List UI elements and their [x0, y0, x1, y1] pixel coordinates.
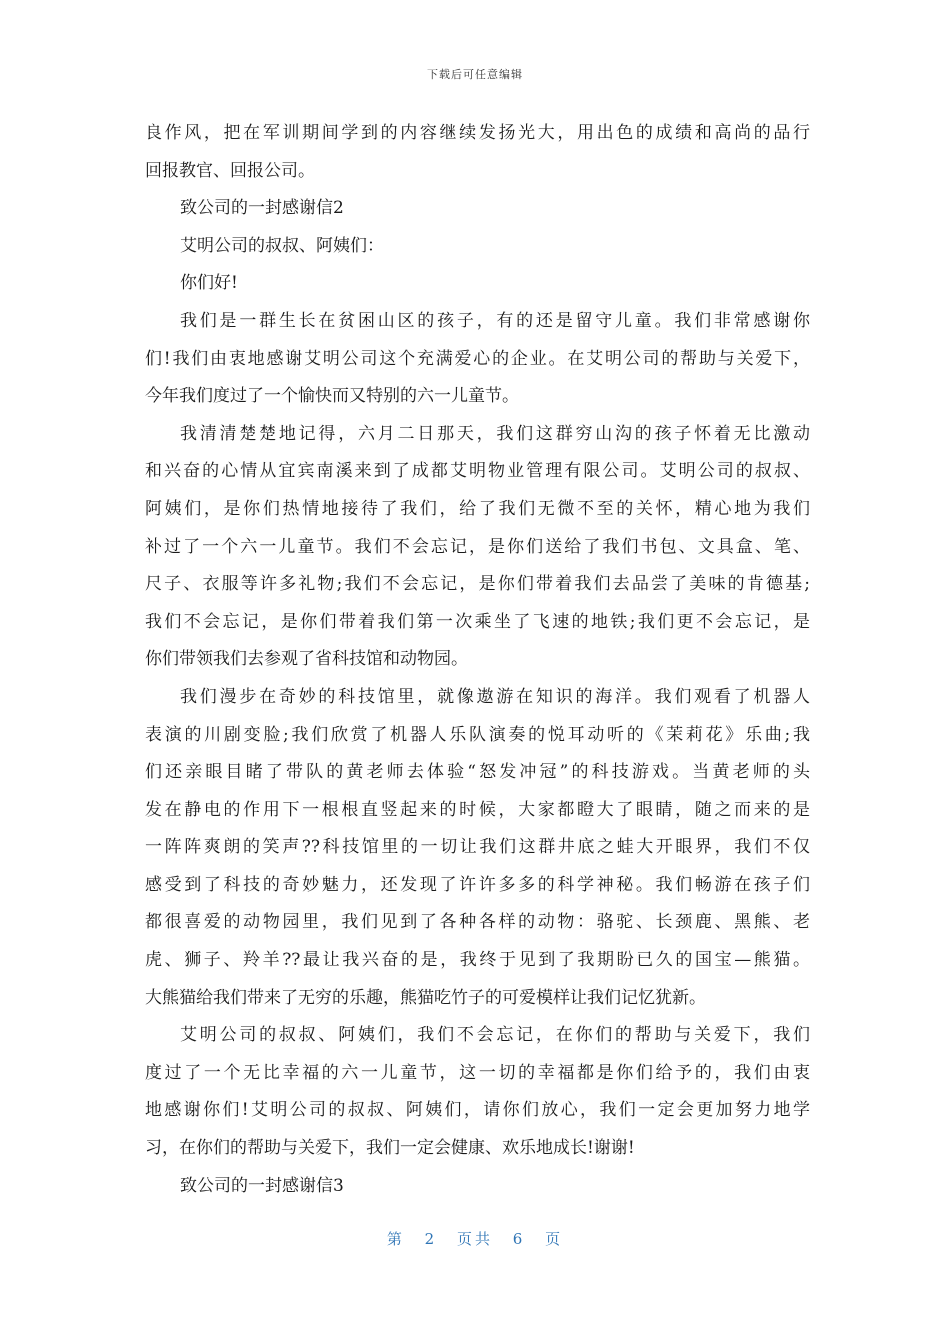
body-line: 地感谢你们!艾明公司的叔叔、阿姨们，请你们放心，我们一定会更加努力地学	[145, 1100, 810, 1121]
body-line: 艾明公司的叔叔、阿姨们，我们不会忘记，在你们的帮助与关爱下，我们	[180, 1025, 810, 1046]
header-note: 下载后可任意编辑	[427, 68, 523, 81]
letter-heading: 致公司的一封感谢信2	[180, 198, 344, 219]
greeting: 你们好!	[180, 273, 238, 294]
body-line: 们!我们由衷地感谢艾明公司这个充满爱心的企业。在艾明公司的帮助与关爱下，	[145, 348, 810, 369]
body-line: 发在静电的作用下一根根直竖起来的时候，大家都瞪大了眼睛，随之而来的是	[145, 799, 810, 820]
body-line: 你们带领我们去参观了省科技馆和动物园。	[145, 649, 468, 670]
body-line: 一阵阵爽朗的笑声??科技馆里的一切让我们这群井底之蛙大开眼界，我们不仅	[145, 837, 810, 858]
body-line: 和兴奋的心情从宜宾南溪来到了成都艾明物业管理有限公司。艾明公司的叔叔、	[145, 461, 810, 482]
body-line: 阿姨们，是你们热情地接待了我们，给了我们无微不至的关怀，精心地为我们	[145, 498, 810, 519]
body-line: 回报教官、回报公司。	[145, 160, 315, 181]
body-line: 尺子、衣服等许多礼物;我们不会忘记，是你们带着我们去品尝了美味的肯德基;	[145, 574, 810, 595]
body-line: 都很喜爱的动物园里，我们见到了各种各样的动物：骆驼、长颈鹿、黑熊、老	[145, 912, 810, 933]
body-line: 大熊猫给我们带来了无穷的乐趣，熊猫吃竹子的可爱模样让我们记忆犹新。	[145, 987, 706, 1008]
body-line: 感受到了科技的奇妙魅力，还发现了许许多多的科学神秘。我们畅游在孩子们	[145, 874, 810, 895]
letter-heading: 致公司的一封感谢信3	[180, 1175, 344, 1196]
salutation: 艾明公司的叔叔、阿姨们：	[180, 235, 384, 256]
page-number: 第 2 页共 6 页	[386, 1230, 564, 1248]
body-line: 良作风，把在军训期间学到的内容继续发扬光大，用出色的成绩和高尚的品行	[145, 123, 810, 143]
body-line: 我们不会忘记，是你们带着我们第一次乘坐了飞速的地铁;我们更不会忘记，是	[145, 611, 810, 632]
body-line: 度过了一个无比幸福的六一儿童节，这一切的幸福都是你们给予的，我们由衷	[145, 1062, 810, 1083]
body-line: 表演的川剧变脸;我们欣赏了机器人乐队演奏的悦耳动听的《茉莉花》乐曲;我	[145, 724, 810, 745]
body-line: 我清清楚楚地记得，六月二日那天，我们这群穷山沟的孩子怀着无比激动	[180, 423, 810, 444]
body-line: 习，在你们的帮助与关爱下，我们一定会健康、欢乐地成长!谢谢!	[145, 1138, 635, 1159]
body-line: 虎、狮子、羚羊??最让我兴奋的是，我终于见到了我期盼已久的国宝—熊猫。	[145, 950, 810, 971]
body-line: 我们是一群生长在贫困山区的孩子，有的还是留守儿童。我们非常感谢你	[180, 310, 810, 331]
body-line: 我们漫步在奇妙的科技馆里，就像遨游在知识的海洋。我们观看了机器人	[180, 686, 810, 707]
body-line: 补过了一个六一儿童节。我们不会忘记，是你们送给了我们书包、文具盒、笔、	[145, 536, 810, 557]
body-line: 今年我们度过了一个愉快而又特别的六一儿童节。	[145, 386, 519, 407]
document-body	[145, 115, 810, 1205]
body-line: 们还亲眼目睹了带队的黄老师去体验“怒发冲冠”的科技游戏。当黄老师的头	[145, 762, 810, 783]
